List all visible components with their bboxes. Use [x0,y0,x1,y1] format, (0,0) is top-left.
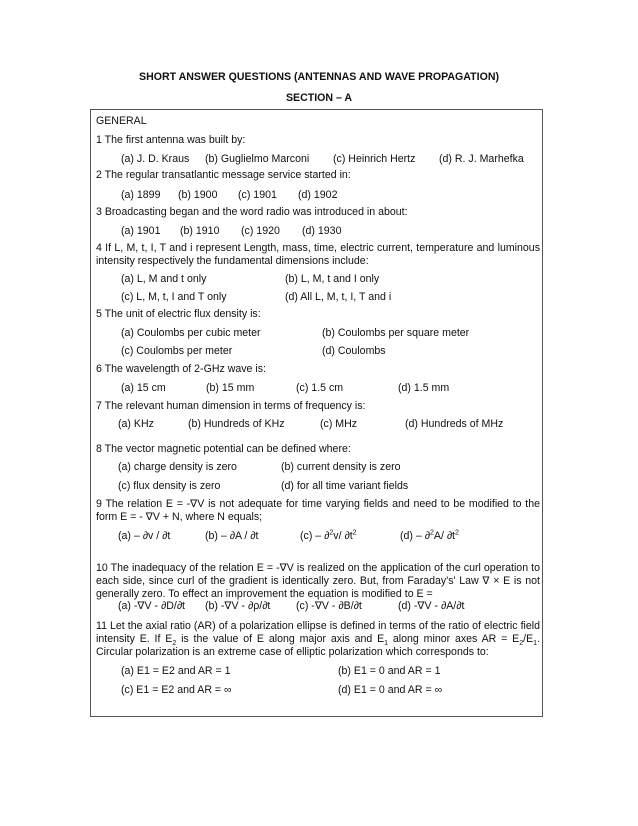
question-5: 5 The unit of electric flux density is: [96,308,261,320]
q8-option-d: (d) for all time variant fields [281,480,409,492]
q2-option-d: (d) 1902 [298,189,338,201]
q1-option-d: (d) R. J. Marhefka [439,153,524,165]
q2-option-b: (b) 1900 [178,189,218,201]
q2-option-a: (a) 1899 [121,189,161,201]
q2-option-c: (c) 1901 [238,189,277,201]
q7-option-c: (c) MHz [320,418,358,430]
q4-option-b: (b) L, M, t and I only [285,273,380,285]
q6-option-a: (a) 15 cm [121,382,166,394]
question-6: 6 The wavelength of 2-GHz wave is: [96,363,266,375]
question-3: 3 Broadcasting began and the word radio was introduced in about: [96,206,408,218]
q1-option-a: (a) J. D. Kraus [121,153,190,165]
question-8: 8 The vector magnetic potential can be defined where: [96,443,351,455]
page-heading: SHORT ANSWER QUESTIONS (ANTENNAS AND WAVE PROPAGATION) [139,71,499,83]
question-4: 4 If L, M, t, I, T and i represent Length, mass, time, electric current, temperature and luminous intensity respectively the fundamental dimensions include: [96,242,540,267]
category-label: GENERAL [96,115,147,127]
q11-option-a: (a) E1 = E2 and AR = 1 [121,665,231,677]
q7-option-d: (d) Hundreds of MHz [405,418,504,430]
q3-option-a: (a) 1901 [121,225,161,237]
q3-option-d: (d) 1930 [302,225,342,237]
q5-option-d: (d) Coulombs [322,345,386,357]
q5-option-b: (b) Coulombs per square meter [322,327,470,339]
q10-option-b: (b) -∇V - ∂ρ/∂t [205,600,271,612]
q8-option-c: (c) flux density is zero [118,480,221,492]
q3-option-b: (b) 1910 [180,225,220,237]
question-1: 1 The first antenna was built by: [96,134,246,146]
question-10: 10 The inadequacy of the relation E = -∇V is realized on the application of the curl operation to each side, since curl of the gradient is identically zero. But, from Faraday's' Law ∇ × E is not generally zero. To effect an improvement the equation is modified to E = [96,562,540,600]
q6-option-b: (b) 15 mm [206,382,255,394]
q8-option-a: (a) charge density is zero [118,461,237,473]
q9-option-d: (d) – ∂$^2$A/ $\partial t^2$ [400,529,459,542]
q9-option-a: (a) – ∂v / ∂t [118,530,171,542]
q9-option-c: (c) – ∂$^2$v/ $\partial t^2$ [300,529,357,542]
q11-option-d: (d) E1 = 0 and AR = ∞ [338,684,443,696]
q9-option-b: (b) – ∂A / ∂t [205,530,259,542]
question-2: 2 The regular transatlantic message service started in: [96,169,351,181]
q1-option-c: (c) Heinrich Hertz [333,153,416,165]
q10-option-d: (d) -∇V - ∂A/∂t [398,600,465,612]
q11-option-b: (b) E1 = 0 and AR = 1 [338,665,441,677]
q10-option-a: (a) -∇V - ∂D/∂t [118,600,185,612]
q4-option-c: (c) L, M, t, I and T only [121,291,227,303]
q8-option-b: (b) current density is zero [281,461,401,473]
question-11: 11 Let the axial ratio (AR) of a polarization ellipse is defined in terms of the ratio of electric field intensity E. If $E_2$ is the value of E along major axis and $E_1$ along minor axes AR = $E_2/E_1$. Circular polarization is an extreme case of elliptic polarization which corresponds to: [96,620,541,658]
q7-option-a: (a) KHz [118,418,154,430]
q4-option-d: (d) All L, M, t, I, T and i [285,291,392,303]
q3-option-c: (c) 1920 [241,225,280,237]
section-heading: SECTION – A [285,92,353,104]
q4-option-a: (a) L, M and t only [121,273,207,285]
q6-option-d: (d) 1.5 mm [398,382,450,394]
q5-option-c: (c) Coulombs per meter [121,345,233,357]
q7-option-b: (b) Hundreds of KHz [188,418,285,430]
q6-option-c: (c) 1.5 cm [296,382,344,394]
q1-option-b: (b) Guglielmo Marconi [205,153,310,165]
q10-option-c: (c) -∇V - ∂B/∂t [296,600,362,612]
q11-option-c: (c) E1 = E2 and AR = ∞ [121,684,232,696]
question-9: 9 The relation E = -∇V is not adequate for time varying fields and need to be modified to the form E = - ∇V + N, where N equals; [96,498,540,523]
question-7: 7 The relevant human dimension in terms of frequency is: [96,400,366,412]
q5-option-a: (a) Coulombs per cubic meter [121,327,261,339]
